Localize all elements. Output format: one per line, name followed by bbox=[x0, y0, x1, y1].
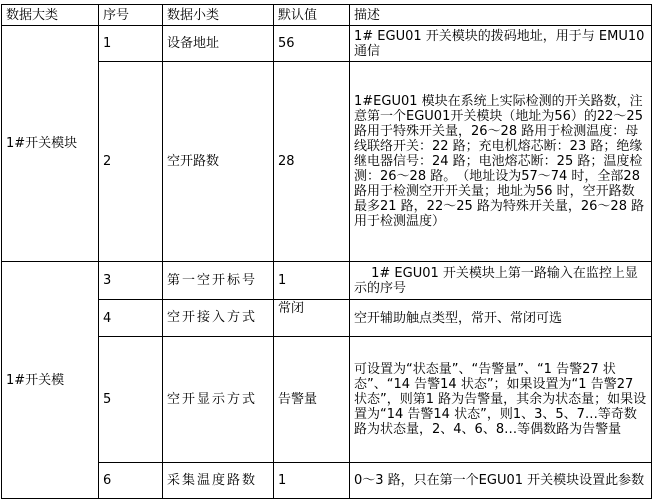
table-row bbox=[2, 300, 652, 337]
subcategory-cell: 空开接入方式 bbox=[163, 300, 274, 337]
table-row bbox=[2, 62, 652, 262]
seq-cell: 2 bbox=[99, 62, 163, 262]
table-row bbox=[2, 26, 652, 62]
description-cell: 1#EGU01 模块在系统上实际检测的开关路数，注意第一个EGU01开关模块（地址为56）的22～25 路用于特殊开关量，26～28 路用于检测温度：母线联络开关：22 路；充电机熔芯断：23 路；绝缘继电器信号：24 路；电池熔芯断：25 路；温度检测：26～28 路。 （地址设为57～74 时，全部28 路用于检测空开开关量；地址为56 时，空开路数最多21 路，22～25 路为特殊开关量，26～28 路用于检测温度） bbox=[350, 62, 652, 262]
table-row bbox=[2, 463, 652, 499]
default-value-cell: 1 bbox=[274, 262, 350, 300]
category-cell: 1#开关模块 bbox=[2, 26, 99, 262]
subcategory-cell: 空开显示方式 bbox=[163, 337, 274, 463]
subcategory-cell: 第一空开标号 bbox=[163, 262, 274, 300]
table-header-row bbox=[2, 5, 652, 26]
header-subcategory: 数据小类 bbox=[163, 5, 274, 26]
default-value-cell: 56 bbox=[274, 26, 350, 62]
table-row bbox=[2, 337, 652, 463]
table-row bbox=[2, 262, 652, 300]
header-description: 描述 bbox=[350, 5, 652, 26]
header-category: 数据大类 bbox=[2, 5, 99, 26]
description-cell: 1# EGU01 开关模块的拨码地址，用于与 EMU10 通信 bbox=[350, 26, 652, 62]
seq-cell: 1 bbox=[99, 26, 163, 62]
default-value-cell: 1 bbox=[274, 463, 350, 499]
seq-cell: 3 bbox=[99, 262, 163, 300]
description-cell: 可设置为“状态量”、“告警量”、“1 告警27 状态”、“14 告警14 状态”；如果设置为“1 告警27 状态”，则第1 路为告警量，其余为状态量；如果设置为“14 告警14 状态”，则1、3、5、7…等奇数路为状态量，2、4、6、8…等偶数路为告警量 bbox=[350, 337, 652, 463]
seq-cell: 5 bbox=[99, 337, 163, 463]
default-value-cell: 常闭 bbox=[274, 300, 350, 337]
seq-cell: 4 bbox=[99, 300, 163, 337]
category-cell: 1#开关模 bbox=[2, 262, 99, 499]
subcategory-cell: 空开路数 bbox=[163, 62, 274, 262]
header-seq: 序号 bbox=[99, 5, 163, 26]
header-default: 默认值 bbox=[274, 5, 350, 26]
description-cell: 0～3 路，只在第一个EGU01 开关模块设置此参数 bbox=[350, 463, 652, 499]
description-cell: 1# EGU01 开关模块上第一路输入在监控上显示的序号 bbox=[350, 262, 652, 300]
subcategory-cell: 设备地址 bbox=[163, 26, 274, 62]
default-value-cell: 28 bbox=[274, 62, 350, 262]
subcategory-cell: 采集温度路数 bbox=[163, 463, 274, 499]
parameter-table bbox=[1, 4, 652, 499]
seq-cell: 6 bbox=[99, 463, 163, 499]
default-value-cell: 告警量 bbox=[274, 337, 350, 463]
description-cell: 空开辅助触点类型，常开、常闭可选 bbox=[350, 300, 652, 337]
